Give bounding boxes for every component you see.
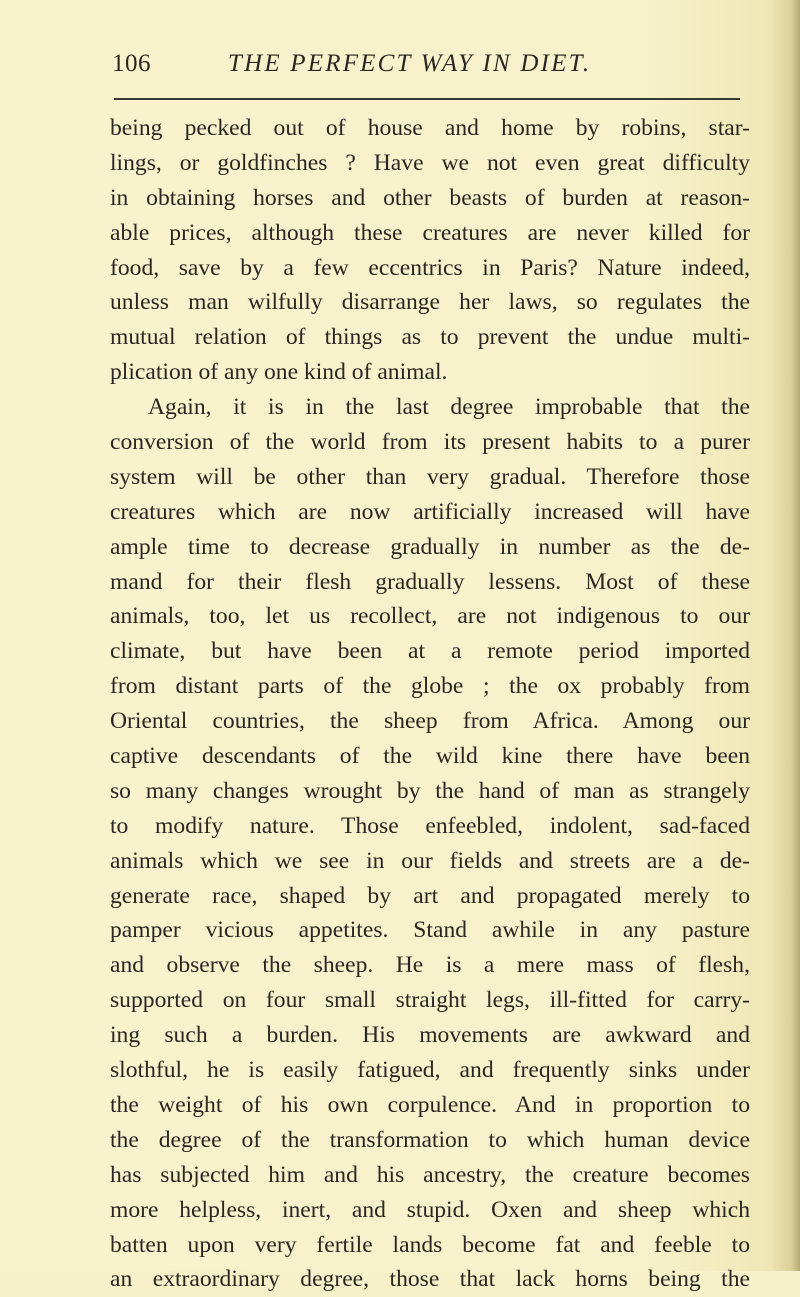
text-line: creatures which are now artificially increased will have	[110, 498, 750, 525]
text-line: animals, too, let us recollect, are not indigenous to our	[110, 603, 750, 630]
text-line: able prices, although these creatures are never killed for	[110, 219, 750, 246]
text-line: unless man wilfully disarrange her laws, so regulates the	[110, 289, 750, 316]
text-line: more helpless, inert, and stupid. Oxen and sheep which	[110, 1196, 750, 1223]
text-line: climate, but have been at a remote period imported	[110, 638, 750, 665]
text-line: the degree of the transformation to which human device	[110, 1126, 750, 1153]
text-line: system will be other than very gradual. Therefore those	[110, 463, 750, 490]
text-line: supported on four small straight legs, ill-fitted for carry-	[110, 987, 750, 1014]
text-line: in obtaining horses and other beasts of burden at reason-	[110, 184, 750, 211]
text-line: Oriental countries, the sheep from Africa. Among our	[110, 708, 750, 735]
text-line: to modify nature. Those enfeebled, indolent, sad-faced	[110, 812, 750, 839]
text-line: lings, or goldfinches ? Have we not even great difficulty	[110, 149, 750, 176]
text-line: and observe the sheep. He is a mere mass of flesh,	[110, 952, 750, 979]
text-line: so many changes wrought by the hand of man as strangely	[110, 777, 750, 804]
text-line: mutual relation of things as to prevent the undue multi-	[110, 324, 750, 351]
page-edge-shadow	[770, 0, 800, 1271]
text-line: captive descendants of the wild kine there have been	[110, 743, 750, 770]
text-line: animals which we see in our fields and streets are a de-	[110, 847, 750, 874]
text-line: batten upon very fertile lands become fat and feeble to	[110, 1231, 750, 1258]
text-line: generate race, shaped by art and propagated merely to	[110, 882, 750, 909]
text-line: conversion of the world from its present habits to a purer	[110, 429, 750, 456]
body-text	[110, 111, 750, 1297]
page-number: 106	[112, 50, 151, 77]
text-line: slothful, he is easily fatigued, and frequently sinks under	[110, 1057, 750, 1084]
text-line: being pecked out of house and home by robins, star-	[110, 115, 750, 141]
text-line: has subjected him and his ancestry, the creature becomes	[110, 1161, 750, 1188]
header-rule	[114, 98, 740, 100]
running-title: THE PERFECT WAY IN DIET.	[228, 50, 592, 77]
page-header	[112, 50, 742, 90]
text-line: the weight of his own corpulence. And in proportion to	[110, 1091, 750, 1118]
text-line: plication of any one kind of animal.	[110, 359, 448, 386]
text-line: ample time to decrease gradually in number as the de-	[110, 533, 750, 560]
text-line: food, save by a few eccentrics in Paris? Nature indeed,	[110, 254, 750, 281]
text-line: Again, it is in the last degree improbable that the	[148, 394, 750, 421]
text-line: pamper vicious appetites. Stand awhile in any pasture	[110, 917, 750, 944]
text-line: an extraordinary degree, those that lack horns being the	[110, 1266, 750, 1293]
text-line: from distant parts of the globe ; the ox probably from	[110, 673, 750, 700]
text-line: mand for their flesh gradually lessens. Most of these	[110, 568, 750, 595]
text-line: ing such a burden. His movements are awkward and	[110, 1022, 750, 1049]
